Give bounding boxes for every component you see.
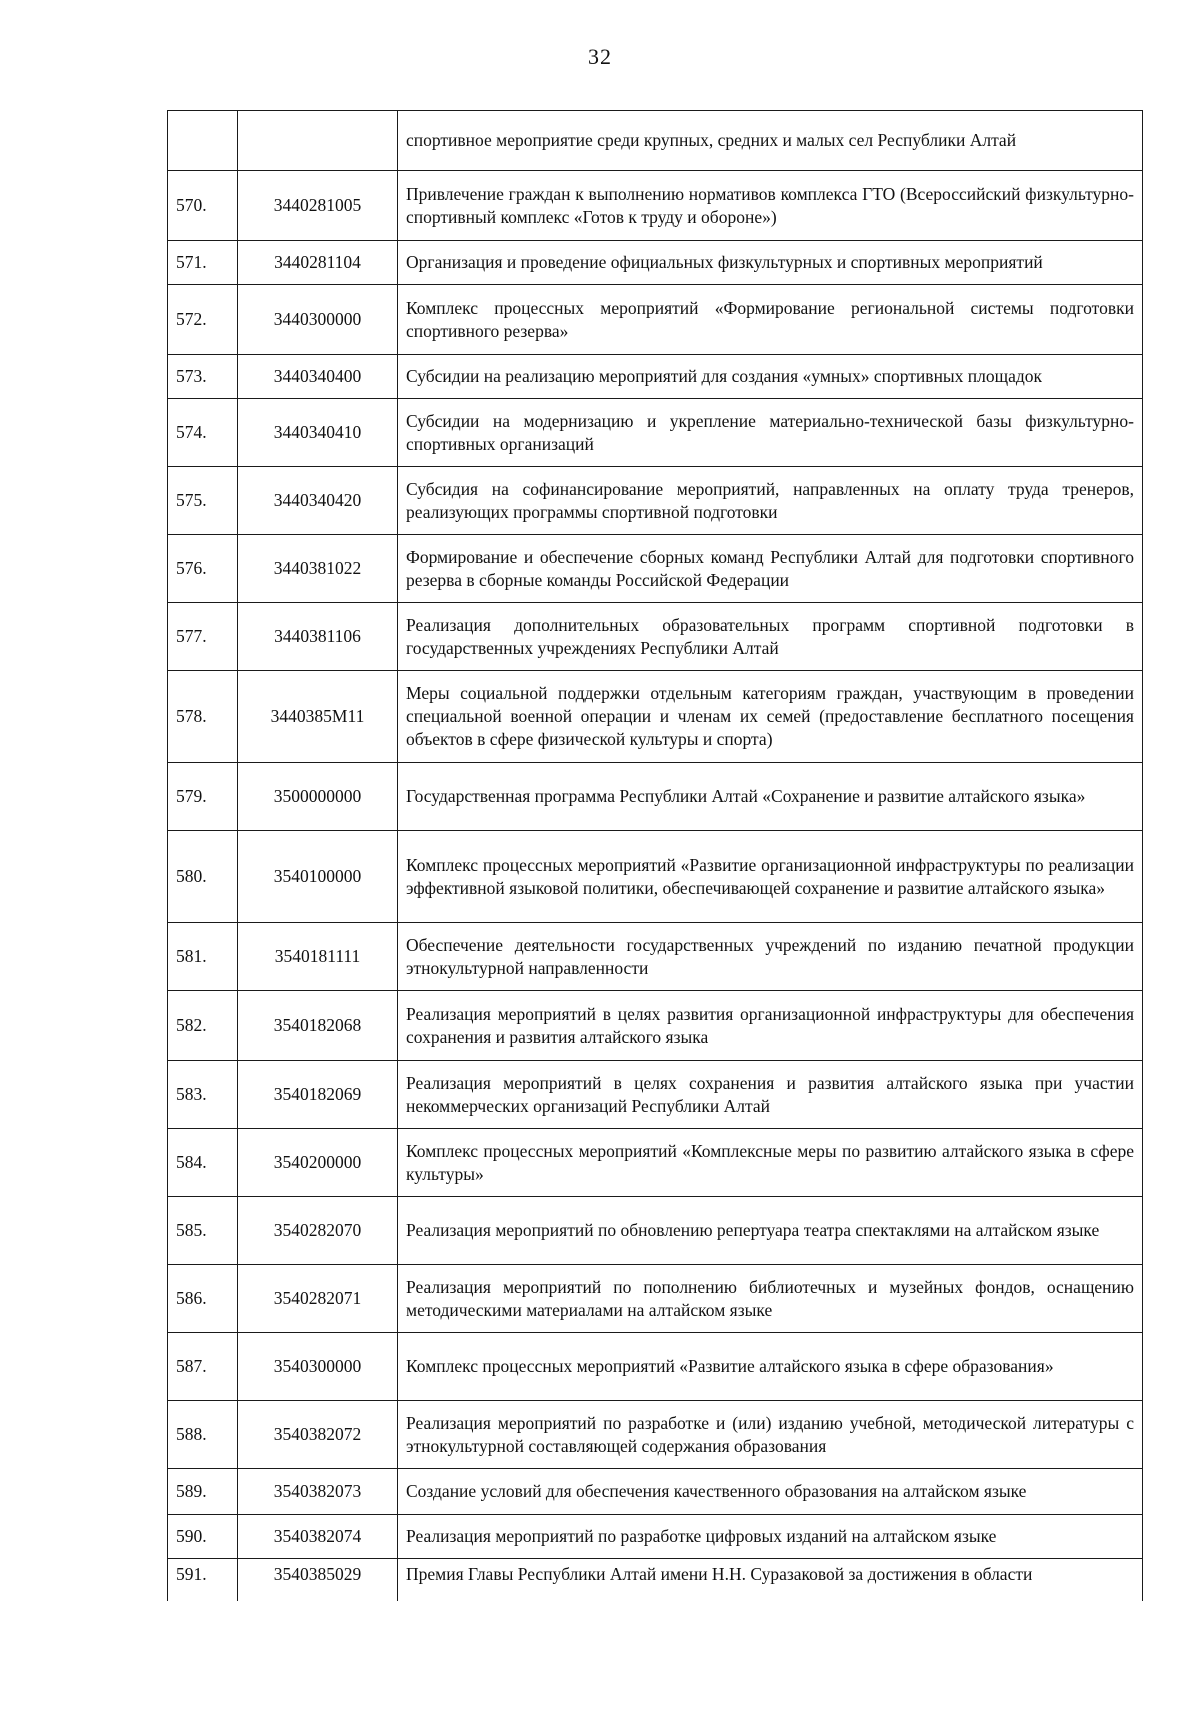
table-row: [168, 399, 1143, 467]
row-name-cell: Комплекс процессных мероприятий «Формирование региональной системы подготовки спортивного резерва»: [398, 285, 1143, 355]
row-number-cell: 570.: [168, 171, 238, 241]
row-code-cell: 3440340400: [238, 355, 398, 399]
row-code-cell: 3540282070: [238, 1197, 398, 1265]
row-name-cell: Реализация мероприятий по обновлению репертуара театра спектаклями на алтайском языке: [398, 1197, 1143, 1265]
table-row: [168, 1469, 1143, 1515]
page-number: 32: [588, 44, 612, 69]
row-number-cell: 583.: [168, 1061, 238, 1129]
row-code-cell: 3540382074: [238, 1515, 398, 1559]
table-body: [168, 111, 1143, 1601]
row-name-cell: спортивное мероприятие среди крупных, средних и малых сел Республики Алтай: [398, 111, 1143, 171]
row-name-cell: Привлечение граждан к выполнению нормативов комплекса ГТО (Всероссийский физкультурно-спортивный комплекс «Готов к труду и обороне»): [398, 171, 1143, 241]
row-code-cell: 3540200000: [238, 1129, 398, 1197]
row-name-cell: Организация и проведение официальных физкультурных и спортивных мероприятий: [398, 241, 1143, 285]
row-name-cell: Реализация мероприятий в целях сохранения и развития алтайского языка при участии некоммерческих организаций Республики Алтай: [398, 1061, 1143, 1129]
row-number-cell: 588.: [168, 1401, 238, 1469]
row-name-cell: Субсидии на реализацию мероприятий для создания «умных» спортивных площадок: [398, 355, 1143, 399]
row-code-cell: 3540385029: [238, 1559, 398, 1601]
row-code-cell: 3540282071: [238, 1265, 398, 1333]
row-number-cell: 573.: [168, 355, 238, 399]
table-row: [168, 285, 1143, 355]
row-code-cell: 3440340410: [238, 399, 398, 467]
table-row: [168, 1401, 1143, 1469]
row-number-cell: 584.: [168, 1129, 238, 1197]
row-number-cell: 587.: [168, 1333, 238, 1401]
row-name-cell: Реализация дополнительных образовательных программ спортивной подготовки в государственных учреждениях Республики Алтай: [398, 603, 1143, 671]
table-row: [168, 671, 1143, 763]
row-name-cell: Создание условий для обеспечения качественного образования на алтайском языке: [398, 1469, 1143, 1515]
table-row: [168, 1129, 1143, 1197]
row-name-cell: Реализация мероприятий по пополнению библиотечных и музейных фондов, оснащению методическими материалами на алтайском языке: [398, 1265, 1143, 1333]
row-code-cell: 3440385M11: [238, 671, 398, 763]
row-code-cell: 3440381106: [238, 603, 398, 671]
row-code-cell: 3540181111: [238, 923, 398, 991]
table-row: [168, 535, 1143, 603]
table-row: [168, 467, 1143, 535]
row-name-cell: Реализация мероприятий по разработке цифровых изданий на алтайском языке: [398, 1515, 1143, 1559]
row-number-cell: 571.: [168, 241, 238, 285]
table-row: [168, 1333, 1143, 1401]
budget-codes-table: [167, 110, 1143, 1601]
row-name-cell: Комплекс процессных мероприятий «Развитие организационной инфраструктуры по реализации эффективной языковой политики, обеспечивающей сохранение и развитие алтайского языка»: [398, 831, 1143, 923]
row-code-cell: 3540382073: [238, 1469, 398, 1515]
row-code-cell: 3440281005: [238, 171, 398, 241]
row-number-cell: 580.: [168, 831, 238, 923]
row-code-cell: [238, 111, 398, 171]
row-number-cell: 579.: [168, 763, 238, 831]
row-number-cell: 582.: [168, 991, 238, 1061]
row-number-cell: 585.: [168, 1197, 238, 1265]
row-number-cell: 578.: [168, 671, 238, 763]
row-name-cell: Комплекс процессных мероприятий «Комплексные меры по развитию алтайского языка в сфере культуры»: [398, 1129, 1143, 1197]
table-row: [168, 603, 1143, 671]
row-name-cell: Субсидии на модернизацию и укрепление материально-технической базы физкультурно-спортивных организаций: [398, 399, 1143, 467]
row-number-cell: 591.: [168, 1559, 238, 1601]
table-row: [168, 1559, 1143, 1601]
table-row: [168, 1265, 1143, 1333]
row-code-cell: 3540182069: [238, 1061, 398, 1129]
row-name-cell: Комплекс процессных мероприятий «Развитие алтайского языка в сфере образования»: [398, 1333, 1143, 1401]
table-row: [168, 831, 1143, 923]
row-name-cell: Реализация мероприятий в целях развития организационной инфраструктуры для обеспечения сохранения и развития алтайского языка: [398, 991, 1143, 1061]
table-row: [168, 763, 1143, 831]
row-number-cell: [168, 111, 238, 171]
row-code-cell: 3540100000: [238, 831, 398, 923]
row-number-cell: 576.: [168, 535, 238, 603]
table-row: [168, 1197, 1143, 1265]
table-row: [168, 1515, 1143, 1559]
row-number-cell: 575.: [168, 467, 238, 535]
row-name-cell: Формирование и обеспечение сборных команд Республики Алтай для подготовки спортивного резерва в сборные команды Российской Федерации: [398, 535, 1143, 603]
row-name-cell: Премия Главы Республики Алтай имени Н.Н. Суразаковой за достижения в области: [398, 1559, 1143, 1601]
table-row: [168, 171, 1143, 241]
row-code-cell: 3440300000: [238, 285, 398, 355]
row-code-cell: 3540182068: [238, 991, 398, 1061]
row-code-cell: 3440281104: [238, 241, 398, 285]
row-number-cell: 581.: [168, 923, 238, 991]
table-row: [168, 1061, 1143, 1129]
row-number-cell: 586.: [168, 1265, 238, 1333]
row-code-cell: 3440340420: [238, 467, 398, 535]
row-number-cell: 572.: [168, 285, 238, 355]
row-name-cell: Субсидия на софинансирование мероприятий, направленных на оплату труда тренеров, реализующих программы спортивной подготовки: [398, 467, 1143, 535]
table-row: [168, 241, 1143, 285]
row-code-cell: 3540382072: [238, 1401, 398, 1469]
table-row: [168, 355, 1143, 399]
table-row: [168, 991, 1143, 1061]
row-number-cell: 590.: [168, 1515, 238, 1559]
row-name-cell: Государственная программа Республики Алтай «Сохранение и развитие алтайского языка»: [398, 763, 1143, 831]
table-row: [168, 111, 1143, 171]
row-number-cell: 577.: [168, 603, 238, 671]
row-code-cell: 3500000000: [238, 763, 398, 831]
row-number-cell: 574.: [168, 399, 238, 467]
table-row: [168, 923, 1143, 991]
row-code-cell: 3440381022: [238, 535, 398, 603]
row-name-cell: Меры социальной поддержки отдельным категориям граждан, участвующим в проведении специальной военной операции и членам их семей (предоставление бесплатного посещения объектов в сфере физической культуры и спорта): [398, 671, 1143, 763]
row-number-cell: 589.: [168, 1469, 238, 1515]
row-name-cell: Обеспечение деятельности государственных учреждений по изданию печатной продукции этнокультурной направленности: [398, 923, 1143, 991]
row-code-cell: 3540300000: [238, 1333, 398, 1401]
row-name-cell: Реализация мероприятий по разработке и (или) изданию учебной, методической литературы с этнокультурной составляющей содержания образования: [398, 1401, 1143, 1469]
